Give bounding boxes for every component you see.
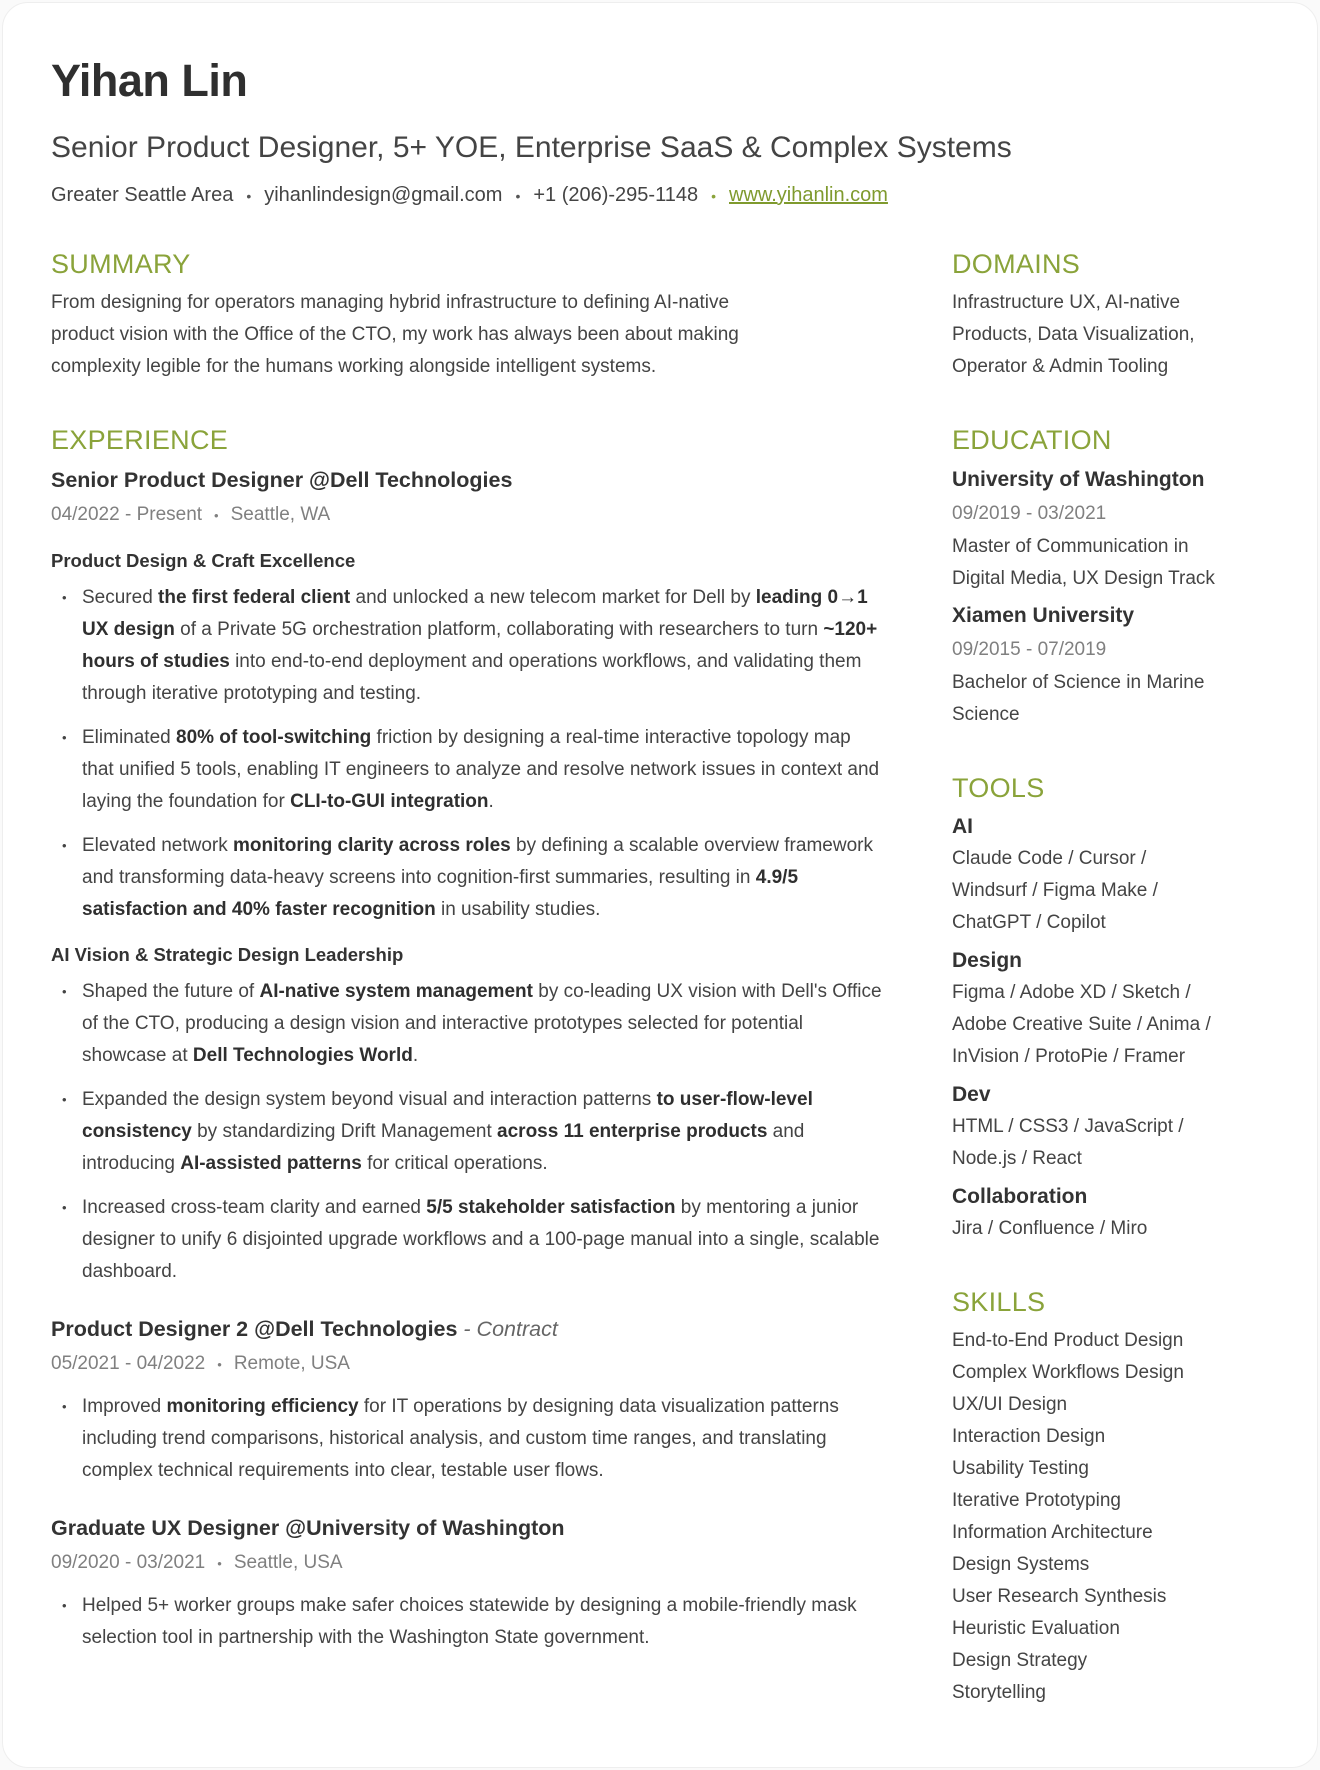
bullet-emphasis: the first federal client bbox=[158, 587, 351, 608]
skills-list bbox=[952, 1325, 1292, 1709]
job-entry bbox=[51, 1312, 886, 1487]
side-column bbox=[952, 247, 1292, 1749]
bullet-dot: • bbox=[62, 1598, 67, 1613]
job-entry bbox=[51, 1511, 886, 1654]
bullet-text: . bbox=[412, 1045, 419, 1066]
bullet-emphasis: 80% of tool-switching bbox=[176, 727, 372, 748]
bullet-item bbox=[51, 582, 886, 710]
job-title-text: Product Designer 2 @Dell Technologies bbox=[51, 1317, 458, 1341]
bullet-text: Expanded the design system beyond visual and interaction patterns bbox=[82, 1089, 657, 1110]
bullet-text: Eliminated bbox=[82, 727, 176, 748]
bullet-item bbox=[51, 1192, 886, 1288]
separator-dot: • bbox=[214, 508, 219, 523]
tools-section bbox=[952, 771, 1292, 1245]
bullet-text: in usability studies. bbox=[435, 899, 601, 920]
skill-item: Design Systems bbox=[952, 1554, 1090, 1575]
skill-item: Complex Workflows Design bbox=[952, 1362, 1184, 1383]
bullet-text: Improved bbox=[82, 1396, 167, 1417]
bullet-dot: • bbox=[62, 1092, 67, 1107]
school-degree: Master of Communication in Digital Media, UX Design Track bbox=[952, 536, 1215, 589]
bullet-item bbox=[51, 830, 886, 926]
bullet-dot: • bbox=[62, 590, 67, 605]
school-dates: 09/2019 - 03/2021 bbox=[952, 503, 1107, 524]
summary-section bbox=[51, 247, 886, 383]
bullet-dot: • bbox=[62, 1200, 67, 1215]
job-title bbox=[51, 1511, 886, 1545]
job-title bbox=[51, 463, 886, 497]
bullet-text: by standardizing Drift Management bbox=[191, 1121, 498, 1142]
bullet-text: by defining a scalable overview framework and transforming data-heavy screens into cognition-first summaries, resulting in bbox=[82, 835, 873, 888]
section-heading: EDUCATION bbox=[952, 425, 1112, 455]
job-meta bbox=[51, 1545, 886, 1582]
tool-category: Dev bbox=[952, 1083, 991, 1106]
main-column bbox=[51, 247, 886, 1694]
tool-items: Jira / Confluence / Miro bbox=[952, 1218, 1148, 1239]
separator-dot: • bbox=[246, 187, 252, 204]
bullet-list bbox=[51, 976, 886, 1288]
education-section bbox=[952, 423, 1292, 731]
separator-dot: • bbox=[711, 187, 716, 204]
job-location: Seattle, WA bbox=[230, 504, 331, 525]
job-type: - Contract bbox=[457, 1317, 558, 1341]
job-dates: 05/2021 - 04/2022 bbox=[51, 1353, 206, 1374]
bullet-text: friction by designing a real-time interactive topology map that unified 5 tools, enabling IT engineers to analyze and resolve network issues in context and laying the foundation for bbox=[82, 727, 880, 812]
headline: Senior Product Designer, 5+ YOE, Enterprise SaaS & Complex Systems bbox=[51, 131, 1012, 164]
school-dates: 09/2015 - 07/2019 bbox=[952, 639, 1107, 660]
bullet-text: Helped 5+ worker groups make safer choices statewide by designing a mobile-friendly mask selection tool in partnership with the Washington State government. bbox=[82, 1595, 857, 1648]
bullet-item bbox=[51, 1084, 886, 1180]
section-heading: EXPERIENCE bbox=[51, 425, 229, 455]
bullet-emphasis: ~120+ hours of studies bbox=[82, 619, 878, 672]
job-subheading: Product Design & Craft Excellence bbox=[51, 550, 356, 571]
bullet-emphasis: AI-native system management bbox=[259, 981, 533, 1002]
domains-text: Infrastructure UX, AI-native Products, Data Visualization, Operator & Admin Tooling bbox=[952, 292, 1195, 377]
skill-item: Storytelling bbox=[952, 1682, 1046, 1703]
bullet-text: Shaped the future of bbox=[82, 981, 260, 1002]
job-location: Remote, USA bbox=[233, 1353, 350, 1374]
bullet-emphasis: 5/5 stakeholder satisfaction bbox=[426, 1197, 676, 1218]
bullet-emphasis: AI-assisted patterns bbox=[180, 1153, 362, 1174]
skill-item: Design Strategy bbox=[952, 1650, 1088, 1671]
bullet-text: Increased cross-team clarity and earned bbox=[82, 1197, 427, 1218]
job-title bbox=[51, 1312, 886, 1346]
bullet-dot: • bbox=[62, 730, 67, 745]
skills-section bbox=[952, 1285, 1292, 1709]
candidate-name: Yihan Lin bbox=[51, 55, 248, 106]
tool-items: Figma / Adobe XD / Sketch / Adobe Creative Suite / Anima / InVision / ProtoPie / Framer bbox=[952, 982, 1211, 1067]
bullet-item bbox=[51, 976, 886, 1072]
job-meta bbox=[51, 1346, 886, 1383]
section-heading: SKILLS bbox=[952, 1287, 1046, 1317]
bullet-dot: • bbox=[62, 838, 67, 853]
separator-dot: • bbox=[217, 1357, 222, 1372]
bullet-dot: • bbox=[62, 984, 67, 999]
job-title-text: Graduate UX Designer @University of Washington bbox=[51, 1516, 565, 1540]
bullet-emphasis: monitoring efficiency bbox=[166, 1396, 359, 1417]
tool-items: Claude Code / Cursor / Windsurf / Figma Make / ChatGPT / Copilot bbox=[952, 848, 1158, 933]
skill-item: Usability Testing bbox=[952, 1458, 1089, 1479]
bullet-dot: • bbox=[62, 1399, 67, 1414]
school-degree: Bachelor of Science in Marine Science bbox=[952, 672, 1205, 725]
bullet-text: of a Private 5G orchestration platform, collaborating with researchers to turn bbox=[174, 619, 824, 640]
bullet-text: . bbox=[488, 791, 494, 812]
school-name: Xiamen University bbox=[952, 604, 1135, 627]
experience-section bbox=[51, 423, 886, 1654]
school-name: University of Washington bbox=[952, 468, 1205, 491]
skill-item: Iterative Prototyping bbox=[952, 1490, 1121, 1511]
bullet-emphasis: Dell Technologies World bbox=[192, 1045, 413, 1066]
skill-item: User Research Synthesis bbox=[952, 1586, 1167, 1607]
bullet-text: Elevated network bbox=[82, 835, 234, 856]
job-location: Seattle, USA bbox=[233, 1552, 343, 1573]
section-heading: DOMAINS bbox=[952, 249, 1081, 279]
job-list bbox=[51, 463, 886, 1654]
location: Greater Seattle Area bbox=[51, 184, 234, 206]
job-entry bbox=[51, 463, 886, 1288]
tool-category: Design bbox=[952, 949, 1023, 972]
bullet-text: and introducing bbox=[82, 1121, 805, 1174]
bullet-emphasis: monitoring clarity across roles bbox=[233, 835, 511, 856]
bullet-text: Secured bbox=[82, 587, 159, 608]
contact-line bbox=[51, 184, 888, 207]
section-heading: TOOLS bbox=[952, 773, 1045, 803]
job-dates: 04/2022 - Present bbox=[51, 504, 203, 525]
job-title-text: Senior Product Designer @Dell Technologies bbox=[51, 468, 513, 492]
bullet-emphasis: 4.9/5 satisfaction and 40% faster recognition bbox=[82, 867, 799, 920]
resume-page bbox=[2, 2, 1318, 1768]
bullet-text: by mentoring a junior designer to unify 6 disjointed upgrade workflows and a 100-page manual into a single, scalable dashboard. bbox=[82, 1197, 880, 1282]
job-dates: 09/2020 - 03/2021 bbox=[51, 1552, 206, 1573]
tools-list bbox=[952, 811, 1292, 1245]
bullet-text: and unlocked a new telecom market for Dell by bbox=[350, 587, 756, 608]
bullet-text: for IT operations by designing data visualization patterns including trend comparisons, historical analysis, and custom time ranges, and translating complex technical requirements into clear, testable user flows. bbox=[82, 1396, 839, 1481]
job-meta bbox=[51, 497, 886, 534]
section-heading: SUMMARY bbox=[51, 249, 191, 279]
website-link[interactable]: www.yihanlin.com bbox=[729, 184, 888, 206]
separator-dot: • bbox=[515, 187, 521, 204]
bullet-item bbox=[51, 722, 886, 818]
summary-text: From designing for operators managing hybrid infrastructure to defining AI-native product vision with the Office of the CTO, my work has always been about making complexity legible for the humans working alongside intelligent systems. bbox=[51, 292, 739, 377]
bullet-list bbox=[51, 1391, 886, 1487]
bullet-list bbox=[51, 1590, 886, 1654]
email[interactable]: yihanlindesign@gmail.com bbox=[264, 184, 503, 206]
bullet-emphasis: CLI-to-GUI integration bbox=[290, 791, 489, 812]
phone[interactable]: +1 (206)-295-1148 bbox=[533, 184, 699, 206]
skill-item: End-to-End Product Design bbox=[952, 1330, 1184, 1351]
tool-category: Collaboration bbox=[952, 1185, 1088, 1208]
bullet-list bbox=[51, 582, 886, 926]
bullet-emphasis: to user-flow-level consistency bbox=[82, 1089, 813, 1142]
bullet-text: into end-to-end deployment and operations workflows, and validating them through iterative prototyping and testing. bbox=[82, 651, 862, 704]
tool-items: HTML / CSS3 / JavaScript / Node.js / React bbox=[952, 1116, 1184, 1169]
education-list bbox=[952, 463, 1292, 731]
bullet-text: by co-leading UX vision with Dell's Office of the CTO, producing a design vision and interactive prototypes selected for potential showcase at bbox=[82, 981, 882, 1066]
bullet-item bbox=[51, 1391, 886, 1487]
bullet-emphasis: leading 0→1 UX design bbox=[82, 587, 868, 640]
bullet-item bbox=[51, 1590, 886, 1654]
skill-item: Information Architecture bbox=[952, 1522, 1153, 1543]
skill-item: UX/UI Design bbox=[952, 1394, 1068, 1415]
bullet-text: for critical operations. bbox=[361, 1153, 548, 1174]
skill-item: Interaction Design bbox=[952, 1426, 1106, 1447]
bullet-emphasis: across 11 enterprise products bbox=[497, 1121, 768, 1142]
tool-category: AI bbox=[952, 815, 973, 838]
job-subheading: AI Vision & Strategic Design Leadership bbox=[51, 944, 404, 965]
domains-section bbox=[952, 247, 1292, 383]
separator-dot: • bbox=[217, 1556, 222, 1571]
skill-item: Heuristic Evaluation bbox=[952, 1618, 1120, 1639]
